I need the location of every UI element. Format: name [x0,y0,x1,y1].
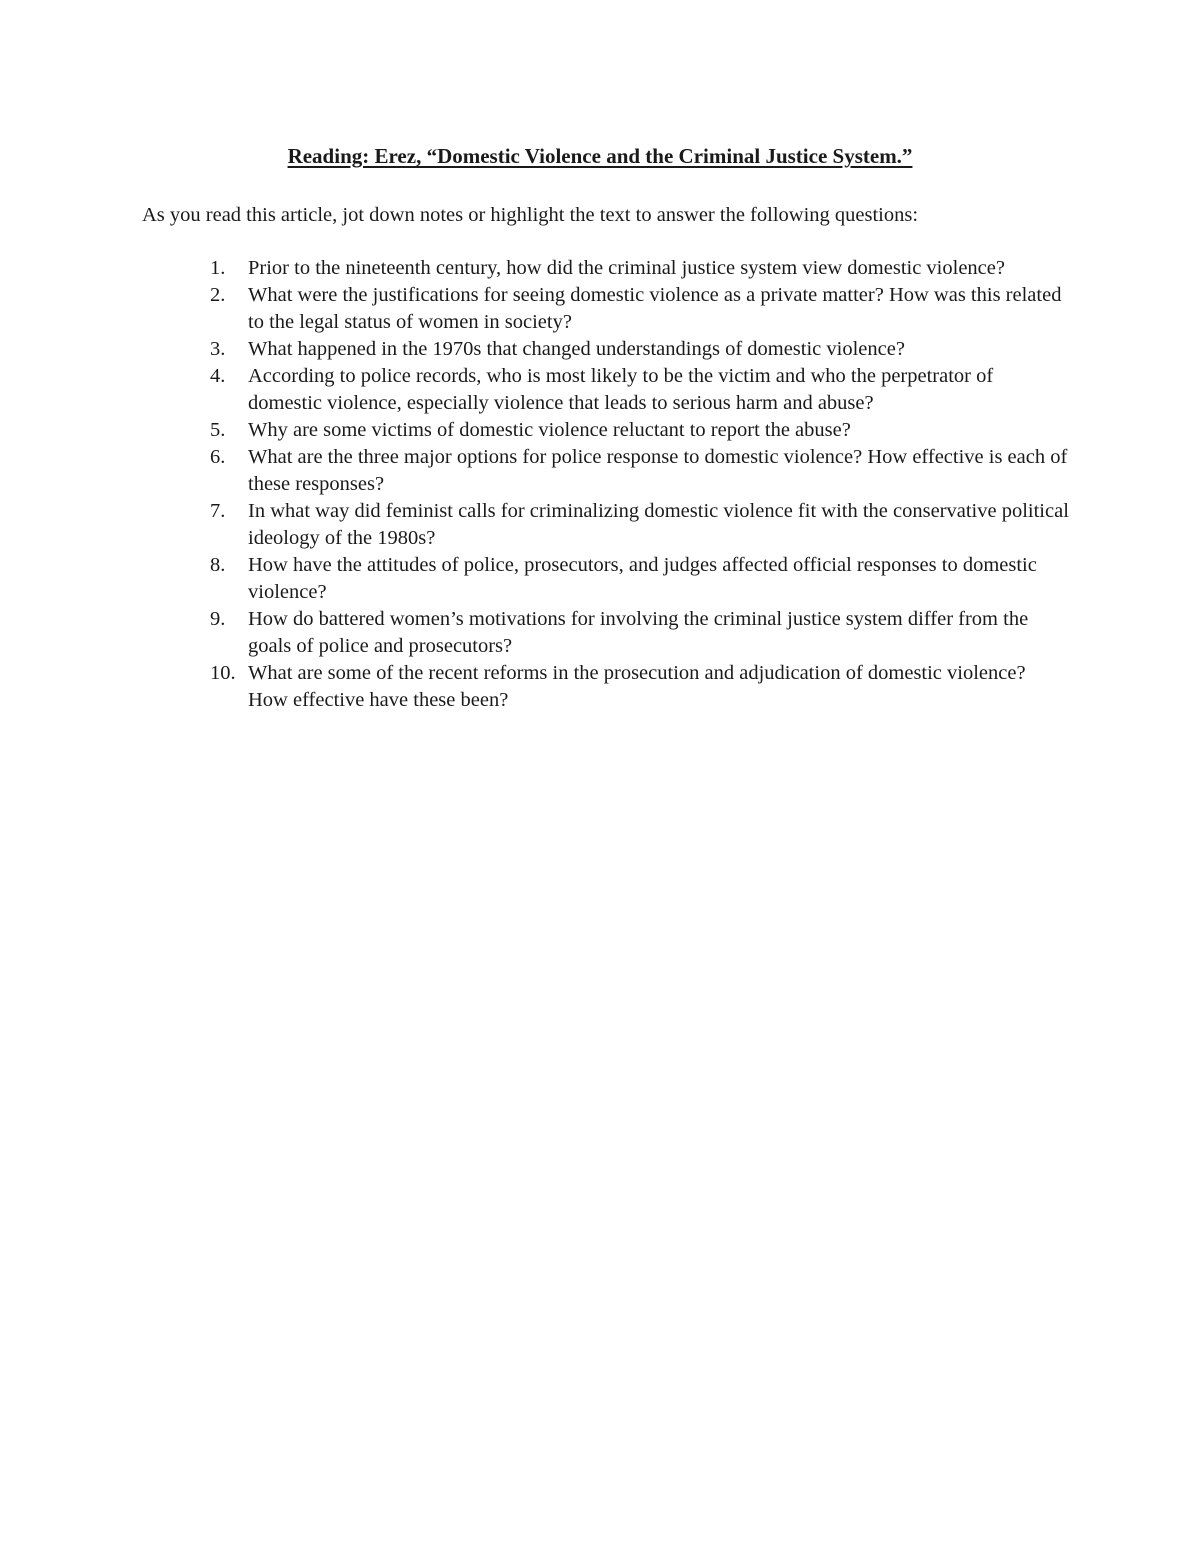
question-number: 9. [210,608,226,630]
list-item [210,363,1070,417]
question-text: In what way did feminist calls for criminalizing domestic violence fit with the conservative political ideology of the 1980s? [248,500,1069,549]
question-number: 1. [210,257,226,279]
question-number: 5. [210,419,226,441]
list-item [210,552,1070,606]
list-item [210,417,1070,444]
question-text: How do battered women’s motivations for involving the criminal justice system differ from the goals of police and prosecutors? [248,608,1029,657]
question-text: Why are some victims of domestic violence reluctant to report the abuse? [248,419,851,441]
question-number: 2. [210,284,226,306]
list-item [210,336,1070,363]
list-item [210,660,1070,714]
question-text: What are some of the recent reforms in the prosecution and adjudication of domestic violence? How effective have these been? [248,662,1026,711]
question-number: 3. [210,338,226,360]
intro-paragraph: As you read this article, jot down notes or highlight the text to answer the following questions: [142,204,919,226]
list-item [210,282,1070,336]
list-item [210,498,1070,552]
question-number: 10. [210,662,236,684]
question-number: 4. [210,365,226,387]
list-item [210,606,1070,660]
list-item [210,444,1070,498]
question-number: 7. [210,500,226,522]
question-list [210,255,1070,714]
question-text: Prior to the nineteenth century, how did the criminal justice system view domestic violence? [248,257,1005,279]
question-text: According to police records, who is most likely to be the victim and who the perpetrator of domestic violence, especially violence that leads to serious harm and abuse? [248,365,994,414]
question-text: What are the three major options for police response to domestic violence? How effective is each of these responses? [248,446,1068,495]
question-text: What were the justifications for seeing domestic violence as a private matter? How was this related to the legal status of women in society? [248,284,1062,333]
question-number: 8. [210,554,226,576]
question-number: 6. [210,446,226,468]
list-item [210,255,1070,282]
question-text: How have the attitudes of police, prosecutors, and judges affected official responses to domestic violence? [248,554,1037,603]
document-title: Reading: Erez, “Domestic Violence and the Criminal Justice System.” [287,144,913,168]
question-text: What happened in the 1970s that changed understandings of domestic violence? [248,338,905,360]
